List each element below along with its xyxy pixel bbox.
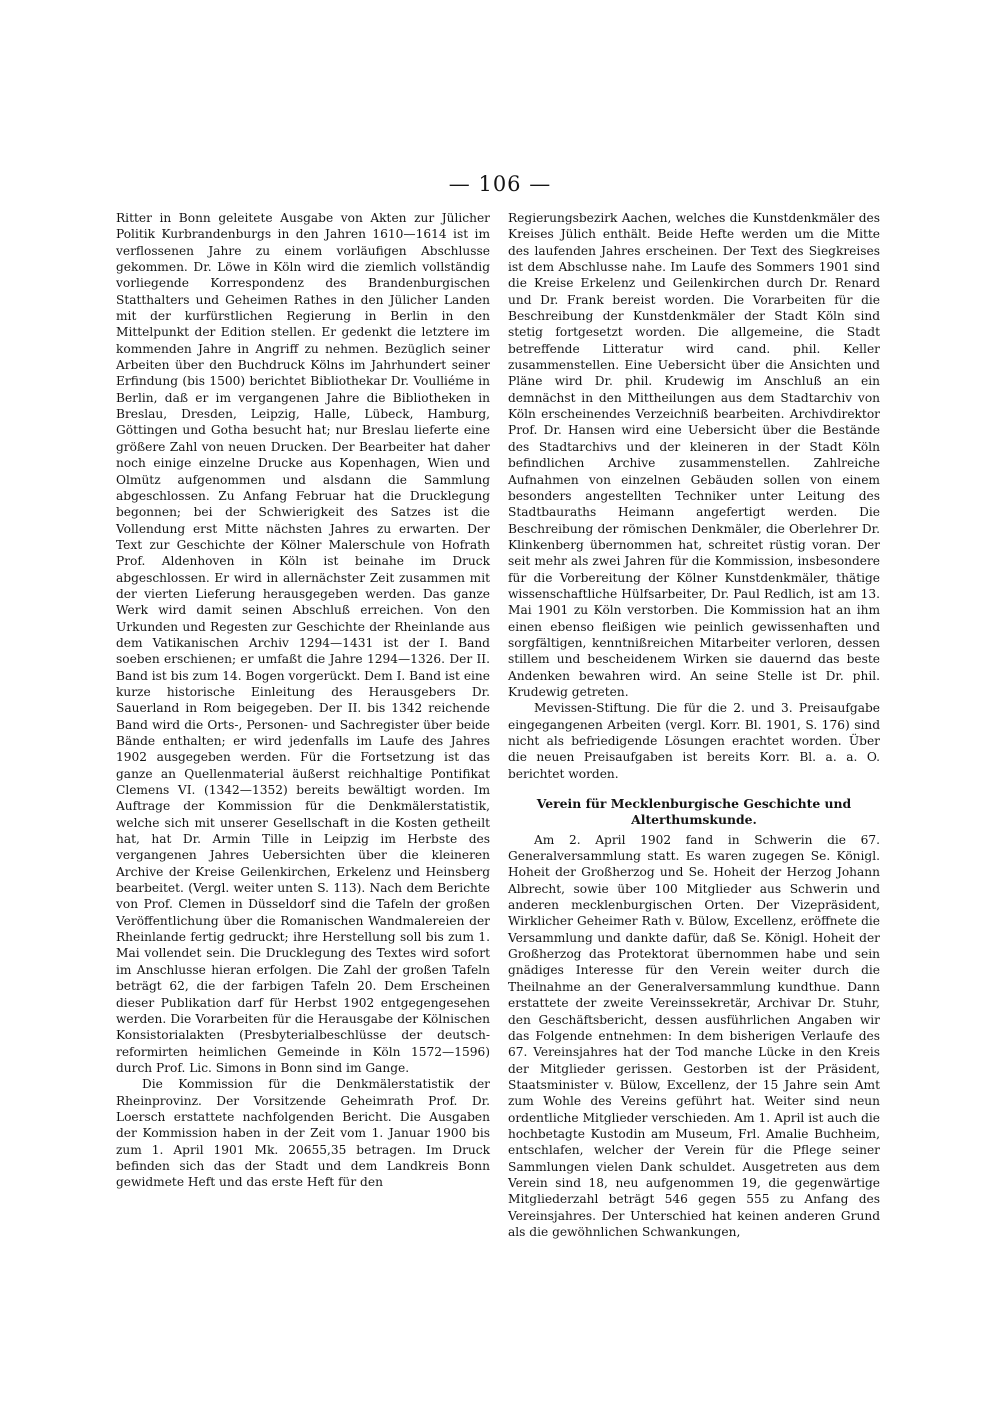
left-paragraph-2: Die Kommission für die Denkmälerstatistik der Rheinprovinz. Der Vorsitzende Geheimrath Prof. Dr. Loersch erstattete nachfolgenden Bericht. Die Ausgaben der Kommission haben in der Zeit vom 1. Januar 1900 bis zum 1. April 1901 Mk. 20655,35 betragen. Im Druck befinden sich das der Stadt und dem Landkreis Bonn gewidmete Heft und das erste Heft für den [116,1077,490,1190]
left-paragraph-1: Ritter in Bonn geleitete Ausgabe von Akten zur Jülicher Politik Kurbrandenburgs in den Jahren 1610—1614 ist im verflossenen Jahre zu einem vorläufigen Abschlusse gekommen. Dr. Löwe in Köln wird die ziemlich vollständig vorliegende Korrespondenz des Brandenburgischen Statthalters und Geheimen Rathes in den Jülicher Landen mit der kurfürstlichen Regierung in Berlin in den Mittelpunkt der Edition stellen. Er gedenkt die letztere im kommenden Jahre in Angriff zu nehmen. Bezüglich seiner Arbeiten über den Buchdruck Kölns im Jahrhundert seiner Erfindung (bis 1500) berichtet Bibliothekar Dr. Voulliéme in Berlin, daß er im vergangenen Jahre die Bibliotheken in Breslau, Dresden, Leipzig, Halle, Lübeck, Hamburg, Göttingen und Gotha besucht hat; nur Breslau lieferte eine größere Zahl von neuen Drucken. Der Bearbeiter hat daher noch einige einzelne Drucke aus Kopenhagen, Wien und Olmütz aufgenommen und alsdann die Sammlung abgeschlossen. Zu Anfang Februar hat die Drucklegung begonnen; bei der Schwierigkeit des Satzes ist die Vollendung erst Mitte nächsten Jahres zu erwarten. Der Text zur Geschichte der Kölner Malerschule von Hofrath Prof. Aldenhoven in Köln ist beinahe im Druck abgeschlossen. Er wird in allernächster Zeit zusammen mit der vierten Lieferung herausgegeben werden. Das ganze Werk wird damit seinen Abschluß erreichen. Von den Urkunden und Regesten zur Geschichte der Rheinlande aus dem Vatikanischen Archiv 1294—1431 ist der I. Band soeben erschienen; er umfaßt die Jahre 1294—1326. Der II. Band ist bis zum 14. Bogen vorgerückt. Dem I. Band ist eine kurze historische Einleitung des Herausgebers Dr. Sauerland in Rom beigegeben. Der II. bis 1342 reichende Band wird die Orts-, Personen- und Sachregister über beide Bände enthalten; er wird jedenfalls im Laufe des Jahres 1902 ausgegeben werden. Für die Fortsetzung ist das ganze an Quellenmaterial äußerst reichhaltige Pontifikat Clemens VI. (1342—1352) bereits bewältigt worden. Im Auftrage der Kommission für die Denkmälerstatistik, welche sich mit unserer Gesellschaft in die Kosten getheilt hat, hat Dr. Armin Tille in Leipzig im Herbste des vergangenen Jahres Uebersichten über die kleineren Archive der Kreise Geilenkirchen, Erkelenz und Heinsberg bearbeitet. (Vergl. weiter unten S. 113). Nach dem Berichte von Prof. Clemen in Düsseldorf sind die Tafeln der großen Veröffentlichung über die Romanischen Wandmalereien der Rheinlande fertig gedruckt; ihre Herstellung soll bis zum 1. Mai vollendet sein. Die Drucklegung des Textes wird sofort im Anschlusse hieran erfolgen. Die Zahl der großen Tafeln beträgt 62, die der farbigen Tafeln 20. Dem Erscheinen dieser Publikation darf für Herbst 1902 entgegengesehen werden. Die Vorarbeiten für die Herausgabe der Kölnischen Konsistorialakten (Presbyterialbeschlüsse der deutsch-reformirten heimlichen Gemeinde in Köln 1572—1596) durch Prof. Lic. Simons in Bonn sind im Gange. [116,211,490,1075]
right-paragraph-3: Am 2. April 1902 fand in Schwerin die 67. Generalversammlung statt. Es waren zugegen Se. Königl. Hoheit der Großherzog und Se. Hoheit der Herzog Johann Albrecht, sowie über 100 Mitglieder aus Schwerin und anderen mecklenburgischen Orten. Der Vizepräsident, Wirklicher Geheimer Rath v. Bülow, Excellenz, eröffnete die Versammlung und dankte dafür, daß Se. Königl. Hoheit der Großherzog das Protektorat übernommen habe und sein gnädiges Interesse für den Verein weiter durch die Theilnahme an der Generalversammlung kundthue. Dann erstattete der zweite Vereinssekretär, Archivar Dr. Stuhr, den Geschäftsbericht, dessen ausführlichen Angaben wir das Folgende entnehmen: In dem bisherigen Verlaufe des 67. Vereinsjahres hat der Tod manche Lücke in den Kreis der Mitglieder gerissen. Gestorben ist der Präsident, Staatsminister v. Bülow, Excellenz, der 15 Jahre sein Amt zum Wohle des Vereins geführt hat. Weiter sind neun ordentliche Mitglieder verschieden. Am 1. April ist auch die hochbetagte Kustodin am Museum, Frl. Amalie Buchheim, entschlafen, welcher der Verein für die Pflege seiner Sammlungen vielen Dank schuldet. Ausgetreten aus dem Verein sind 18, neu aufgenommen 19, die gegenwärtige Mitgliederzahl beträgt 546 gegen 555 zu Anfang des Vereinsjahres. Der Unterschied hat keinen anderen Grund als die gewöhnlichen Schwankungen, [508,832,880,1239]
left-column [116,210,490,1191]
right-column [508,210,880,1240]
section-heading: Verein für Mecklenburgische Geschichte und Alterthumskunde. [536,796,852,828]
page-number: — 106 — [448,172,552,196]
right-paragraph-1: Regierungsbezirk Aachen, welches die Kunstdenkmäler des Kreises Jülich enthält. Beide Hefte werden um die Mitte des laufenden Jahres erscheinen. Der Text des Siegkreises ist dem Abschlusse nahe. Im Laufe des Sommers 1901 sind die Kreise Erkelenz und Geilenkirchen durch Dr. Renard und Dr. Frank bereist worden. Die Vorarbeiten für die Beschreibung der Kunstdenkmäler der Stadt Köln sind stetig fortgesetzt worden. Die allgemeine, die Stadt betreffende Litteratur wird cand. phil. Keller zusammenstellen. Eine Uebersicht über die Ansichten und Pläne wird Dr. phil. Krudewig im Anschluß an ein demnächst in den Mittheilungen aus dem Stadtarchiv von Köln erscheinendes Verzeichniß bearbeiten. Archivdirektor Prof. Dr. Hansen wird eine Uebersicht über die Bestände des Stadtarchivs und der kleineren in der Stadt Köln befindlichen Archive zusammenstellen. Zahlreiche Aufnahmen von einzelnen Gebäuden sollen von einem besonders angestellten Techniker unter Leitung des Stadtbauraths Heimann angefertigt werden. Die Beschreibung der römischen Denkmäler, die Oberlehrer Dr. Klinkenberg übernommen hat, schreitet rüstig voran. Der seit mehr als zwei Jahren für die Kommission, insbesondere für die Vorbereitung der Kölner Kunstdenkmäler, thätige wissenschaftliche Hülfsarbeiter, Dr. Paul Redlich, ist am 13. Mai 1901 zu Köln verstorben. Die Kommission hat an ihm einen ebenso fleißigen wie peinlich gewissenhaften und sorgfältigen, kenntnißreichen Mitarbeiter verloren, dessen stillem und bescheidenem Wirken sie dauernd das beste Andenken bewahren wird. An seine Stelle ist Dr. phil. Krudewig getreten. [508,211,880,699]
right-paragraph-2: Mevissen-Stiftung. Die für die 2. und 3. Preisaufgabe eingegangenen Arbeiten (vergl. Korr. Bl. 1901, S. 176) sind nicht als befriedigende Lösungen erachtet worden. Über die neuen Preisaufgaben ist bereits Korr. Bl. a. a. O. berichtet worden. [508,701,880,781]
